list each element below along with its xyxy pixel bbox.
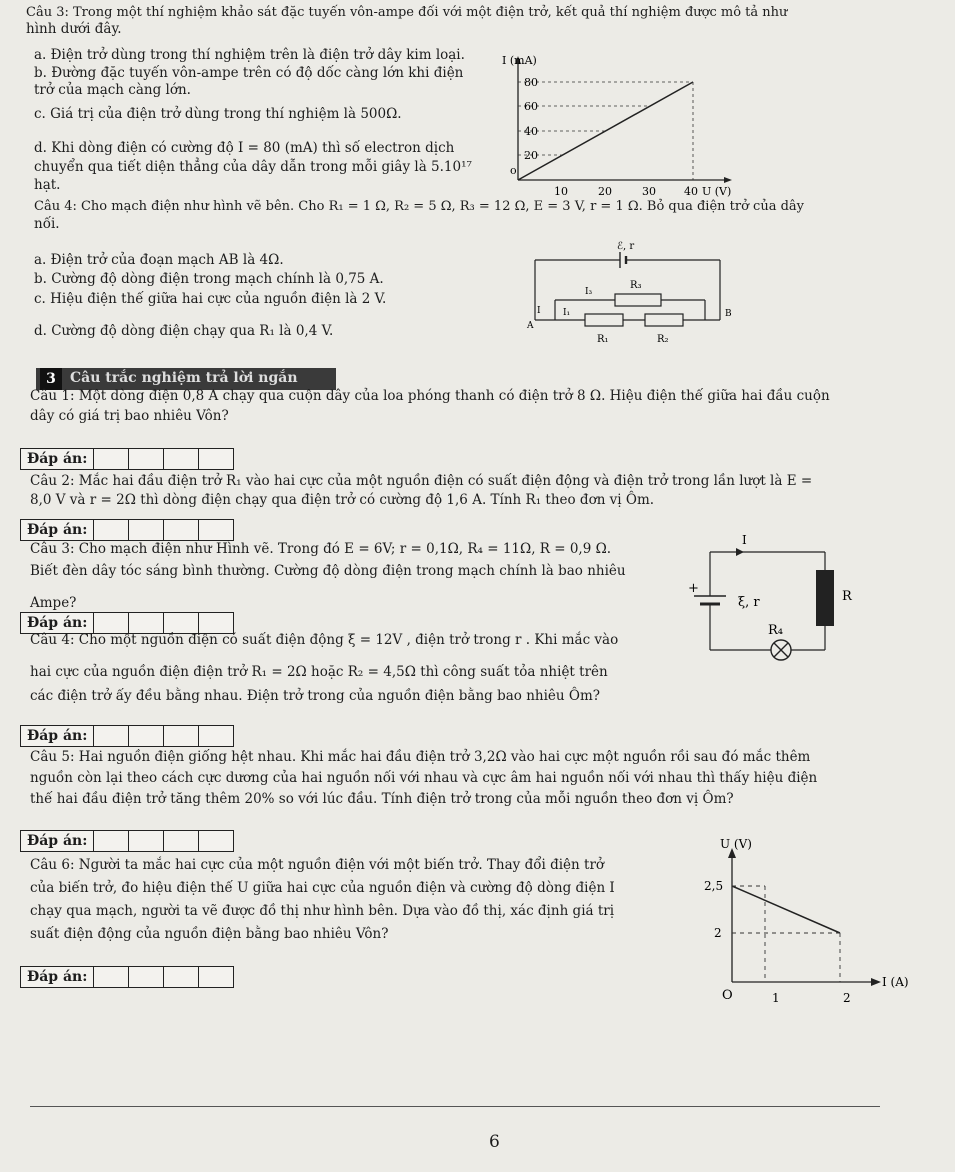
answer-cell[interactable] <box>199 519 234 541</box>
q3-top-d2: chuyển qua tiết diện thẳng của dây dẫn trong mỗi giây là 5.10¹⁷ <box>34 159 472 175</box>
q3-top-line1: Câu 3: Trong một thí nghiệm khảo sát đặc tuyến vôn-ampe đối với một điện trở, kết quả thí nghiệm được mô tả như <box>26 5 788 20</box>
answer-cell[interactable] <box>129 612 164 634</box>
q3-line3: Ampe? <box>30 595 77 611</box>
footer-divider <box>30 1106 880 1107</box>
q1-line2: dây có giá trị bao nhiêu Vôn? <box>30 408 229 424</box>
circuit2-i-label: I <box>742 533 747 547</box>
answer-row-q6 <box>20 966 234 988</box>
q5-line1: Câu 5: Hai nguồn điện giống hệt nhau. Khi mắc hai đầu điện trở 3,2Ω vào hai cực một nguồn rồi sau đó mắc thêm <box>30 749 811 765</box>
iu-ytick-40: 40 <box>524 125 538 138</box>
circuit2-r-label: R <box>842 589 852 604</box>
circuit1-r2-label: R₂ <box>657 334 669 345</box>
answer-cell[interactable] <box>164 612 199 634</box>
circuit1-i-label: I <box>537 306 541 316</box>
q3-top-d1: d. Khi dòng điện có cường độ I = 80 (mA) thì số electron dịch <box>34 140 455 156</box>
circuit1-source-label: ℰ, r <box>617 241 635 252</box>
q6-line3: chạy qua mạch, người ta vẽ được đồ thị như hình bên. Dựa vào đồ thị, xác định giá trị <box>30 903 615 919</box>
answer-cell[interactable] <box>164 830 199 852</box>
q3-line1: Câu 3: Cho mạch điện như Hình vẽ. Trong đó E = 6V; r = 0,1Ω, R₄ = 11Ω, R = 0,9 Ω. <box>30 541 612 557</box>
q2-line2: 8,0 V và r = 2Ω thì dòng điện chạy qua điện trở có cường độ 1,6 A. Tính R₁ theo đơn vị Ôm. <box>30 492 655 508</box>
answer-cell[interactable] <box>164 966 199 988</box>
circuit-diagram-2 <box>680 532 880 664</box>
iu-graph <box>488 52 748 202</box>
answer-cell[interactable] <box>94 612 129 634</box>
answer-cell[interactable] <box>199 966 234 988</box>
iu-origin: o <box>510 164 517 177</box>
q5-line2: nguồn còn lại theo cách cực dương của hai nguồn nối với nhau và cực âm hai nguồn nối với nhau thì thấy hiệu điện <box>30 770 818 786</box>
answer-label: Đáp án: <box>20 448 94 470</box>
circuit1-i1-label: I₁ <box>563 308 571 318</box>
answer-cell[interactable] <box>164 519 199 541</box>
ui-origin: O <box>722 988 733 1003</box>
section-banner <box>36 368 336 390</box>
circuit1-r3-label: R₃ <box>630 280 642 291</box>
iu-xtick-30: 30 <box>642 185 656 198</box>
iu-ylabel: I (mA) <box>502 54 537 67</box>
circuit-diagram-1 <box>525 238 755 348</box>
circuit2-source-label: ξ, r <box>738 595 760 610</box>
page-number: 6 <box>489 1132 500 1152</box>
q6-line4: suất điện động của nguồn điện bằng bao nhiêu Vôn? <box>30 926 389 942</box>
q4-top-line2: nối. <box>34 216 60 232</box>
q3-top-b1: b. Đường đặc tuyến vôn-ampe trên có độ dốc càng lớn khi điện <box>34 65 464 81</box>
circuit1-node-a: A <box>527 321 534 331</box>
q4-top-d: d. Cường độ dòng điện chạy qua R₁ là 0,4 V. <box>34 323 334 339</box>
iu-xtick-10: 10 <box>554 185 568 198</box>
answer-row-q3 <box>20 612 234 634</box>
circuit1-i3-label: I₃ <box>585 287 593 297</box>
answer-cell[interactable] <box>129 966 164 988</box>
ui-xlabel: I (A) <box>882 975 909 989</box>
ui-ytick-2-5: 2,5 <box>704 879 724 893</box>
q4-line2: hai cực của nguồn điện điện trở R₁ = 2Ω hoặc R₂ = 4,5Ω thì công suất tỏa nhiệt trên <box>30 664 608 680</box>
ui-xtick-1: 1 <box>772 991 780 1005</box>
q4-top-c: c. Hiệu điện thế giữa hai cực của nguồn điện là 2 V. <box>34 291 387 307</box>
q4-line3: các điện trở ấy đều bằng nhau. Điện trở trong của nguồn điện bằng bao nhiêu Ôm? <box>30 688 600 704</box>
section-number: 3 <box>40 368 62 390</box>
q6-line1: Câu 6: Người ta mắc hai cực của một nguồn điện với một biến trở. Thay đổi điện trở <box>30 857 605 873</box>
answer-cell[interactable] <box>94 725 129 747</box>
answer-row-q2 <box>20 519 234 541</box>
circuit2-rd-label: R₄ <box>768 623 783 638</box>
q4-top-b: b. Cường độ dòng điện trong mạch chính là 0,75 A. <box>34 271 384 287</box>
q1-line1: Câu 1: Một dòng điện 0,8 A chạy qua cuộn dây của loa phóng thanh có điện trở 8 Ω. Hiệu điện thế giữa hai đầu cuộn <box>30 388 830 404</box>
iu-ytick-60: 60 <box>524 100 538 113</box>
q3-top-a: a. Điện trở dùng trong thí nghiệm trên là điện trở dây kim loại. <box>34 47 465 63</box>
answer-cell[interactable] <box>129 519 164 541</box>
answer-cell[interactable] <box>199 612 234 634</box>
ui-graph <box>700 836 920 1006</box>
q3-top-b2: trở của mạch càng lớn. <box>34 82 191 98</box>
answer-cell[interactable] <box>199 448 234 470</box>
answer-cell[interactable] <box>164 448 199 470</box>
q3-line2: Biết đèn dây tóc sáng bình thường. Cường độ dòng điện trong mạch chính là bao nhiêu <box>30 563 626 579</box>
answer-label: Đáp án: <box>20 612 94 634</box>
answer-label: Đáp án: <box>20 966 94 988</box>
q6-line2: của biến trở, đo hiệu điện thế U giữa hai cực của nguồn điện và cường độ dòng điện I <box>30 880 615 896</box>
ui-ytick-2: 2 <box>714 926 722 940</box>
q3-top-d3: hạt. <box>34 177 61 193</box>
answer-label: Đáp án: <box>20 519 94 541</box>
answer-cell[interactable] <box>94 966 129 988</box>
answer-cell[interactable] <box>129 830 164 852</box>
iu-ytick-20: 20 <box>524 149 538 162</box>
answer-cell[interactable] <box>94 448 129 470</box>
q4-top-line1: Câu 4: Cho mạch điện như hình vẽ bên. Cho R₁ = 1 Ω, R₂ = 5 Ω, R₃ = 12 Ω, E = 3 V, r = 1 Ω. Bỏ qua điện trở của dây <box>34 199 805 214</box>
q3-top-line2: hình dưới đây. <box>26 21 122 37</box>
q4-line1: Câu 4: Cho một nguồn điện có suất điện động ξ = 12V , điện trở trong r . Khi mắc vào <box>30 632 619 648</box>
answer-row-q5 <box>20 830 234 852</box>
q4-top-a: a. Điện trở của đoạn mạch AB là 4Ω. <box>34 252 284 268</box>
iu-ytick-80: 80 <box>524 76 538 89</box>
answer-cell[interactable] <box>94 830 129 852</box>
ui-xtick-2: 2 <box>843 991 851 1005</box>
circuit1-r1-label: R₁ <box>597 334 609 345</box>
answer-cell[interactable] <box>164 725 199 747</box>
iu-xtick-20: 20 <box>598 185 612 198</box>
answer-cell[interactable] <box>129 725 164 747</box>
ui-ylabel: U (V) <box>720 837 752 851</box>
iu-xtick-40: 40 <box>684 185 698 198</box>
answer-cell[interactable] <box>199 830 234 852</box>
iu-xlabel: U (V) <box>702 185 732 198</box>
q3-top-c: c. Giá trị của điện trở dùng trong thí nghiệm là 500Ω. <box>34 106 402 122</box>
answer-label: Đáp án: <box>20 830 94 852</box>
circuit1-node-b: B <box>725 309 732 319</box>
answer-cell[interactable] <box>94 519 129 541</box>
circuit2-plus-label: + <box>688 581 699 596</box>
section-title: Câu trắc nghiệm trả lời ngắn <box>70 370 298 386</box>
answer-cell[interactable] <box>129 448 164 470</box>
answer-row-q1 <box>20 448 234 470</box>
q2-line1: Câu 2: Mắc hai đầu điện trở R₁ vào hai cực của một nguồn điện có suất điện động và điện trở trong lần lượt là E = <box>30 473 813 489</box>
answer-label: Đáp án: <box>20 725 94 747</box>
q5-line3: thế hai đầu điện trở tăng thêm 20% so với lúc đầu. Tính điện trở trong của mỗi nguồn theo đơn vị Ôm? <box>30 791 734 807</box>
answer-row-q4 <box>20 725 234 747</box>
answer-cell[interactable] <box>199 725 234 747</box>
